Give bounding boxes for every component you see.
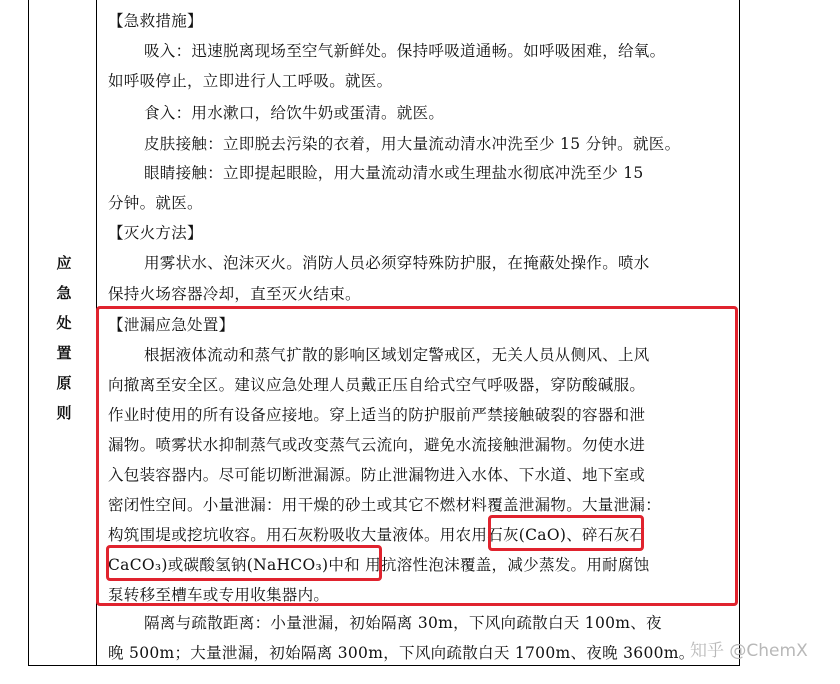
leak-line: 入包装容器内。尽可能切断泄漏源。防止泄漏物进入水体、下水道、地下室或 [108,466,646,484]
leak-line: 向撤离至安全区。建议应急处理人员戴正压自给式空气呼吸器，穿防酸碱服。 [108,376,646,394]
leak-line: 密闭性空间。小量泄漏：用干燥的砂土或其它不燃材料覆盖泄漏物。大量泄漏： [108,496,662,514]
fire-heading: 【灭火方法】 [108,224,203,242]
watermark: 知乎 @ChemX [690,641,808,661]
leak-line: 构筑围堤或挖坑收容。用石灰粉吸收大量液体。用农用石灰(CaO)、碎石灰石 [108,526,646,544]
leak-line: 作业时使用的所有设备应接地。穿上适当的防护服前严禁接触破裂的容器和泄 [108,406,646,424]
leak-line: 根据液体流动和蒸气扩散的影响区域划定警戒区，无关人员从侧风、上风 [144,346,650,364]
leak-line: 漏物。喷雾状水抑制蒸气或改变蒸气云流向，避免水流接触泄漏物。勿使水进 [108,436,646,454]
leak-heading: 【泄漏应急处置】 [108,316,235,334]
first-aid-line: 皮肤接触：立即脱去污染的衣着，用大量流动清水冲洗至少 15 分钟。就医。 [144,135,681,153]
first-aid-line: 如呼吸停止，立即进行人工呼吸。就医。 [108,72,393,90]
side-label-char: 处 [56,314,72,332]
neutralizer-highlight [106,545,382,581]
first-aid-line: 食入：用水漱口，给饮牛奶或蛋清。就医。 [144,104,445,122]
section-label-emergency-principles [40,248,88,428]
side-label-char: 应 [56,254,72,272]
first-aid-heading: 【急救措施】 [108,12,203,30]
lime-highlight [488,515,644,551]
first-aid-line: 吸入：迅速脱离现场至空气新鲜处。保持呼吸道通畅。如呼吸困难，给氧。 [144,42,666,60]
distance-line: 晚 500m；大量泄漏，初始隔离 300m，下风向疏散白天 1700m、夜晚 3600m。 [108,644,695,662]
table-border-left [28,0,29,666]
side-label-char: 则 [56,404,72,422]
leak-line: 泵转移至槽车或专用收集器内。 [108,586,330,604]
side-label-char: 急 [56,284,72,302]
fire-line: 用雾状水、泡沫灭火。消防人员必须穿特殊防护服，在掩蔽处操作。喷水 [144,254,650,272]
first-aid-line: 分钟。就医。 [108,194,203,212]
side-label-char: 原 [56,374,72,392]
fire-line: 保持火场容器冷却，直至灭火结束。 [108,285,361,303]
leak-line: CaCO₃)或碳酸氢钠(NaHCO₃)中和 用抗溶性泡沫覆盖，减少蒸发。用耐腐蚀 [108,556,650,574]
first-aid-line: 眼睛接触：立即提起眼睑，用大量流动清水或生理盐水彻底冲洗至少 15 [144,164,644,182]
table-border-right [739,0,740,666]
side-label-char: 置 [56,344,72,362]
distance-line: 隔离与疏散距离：小量泄漏，初始隔离 30m，下风向疏散白天 100m、夜 [144,614,662,632]
